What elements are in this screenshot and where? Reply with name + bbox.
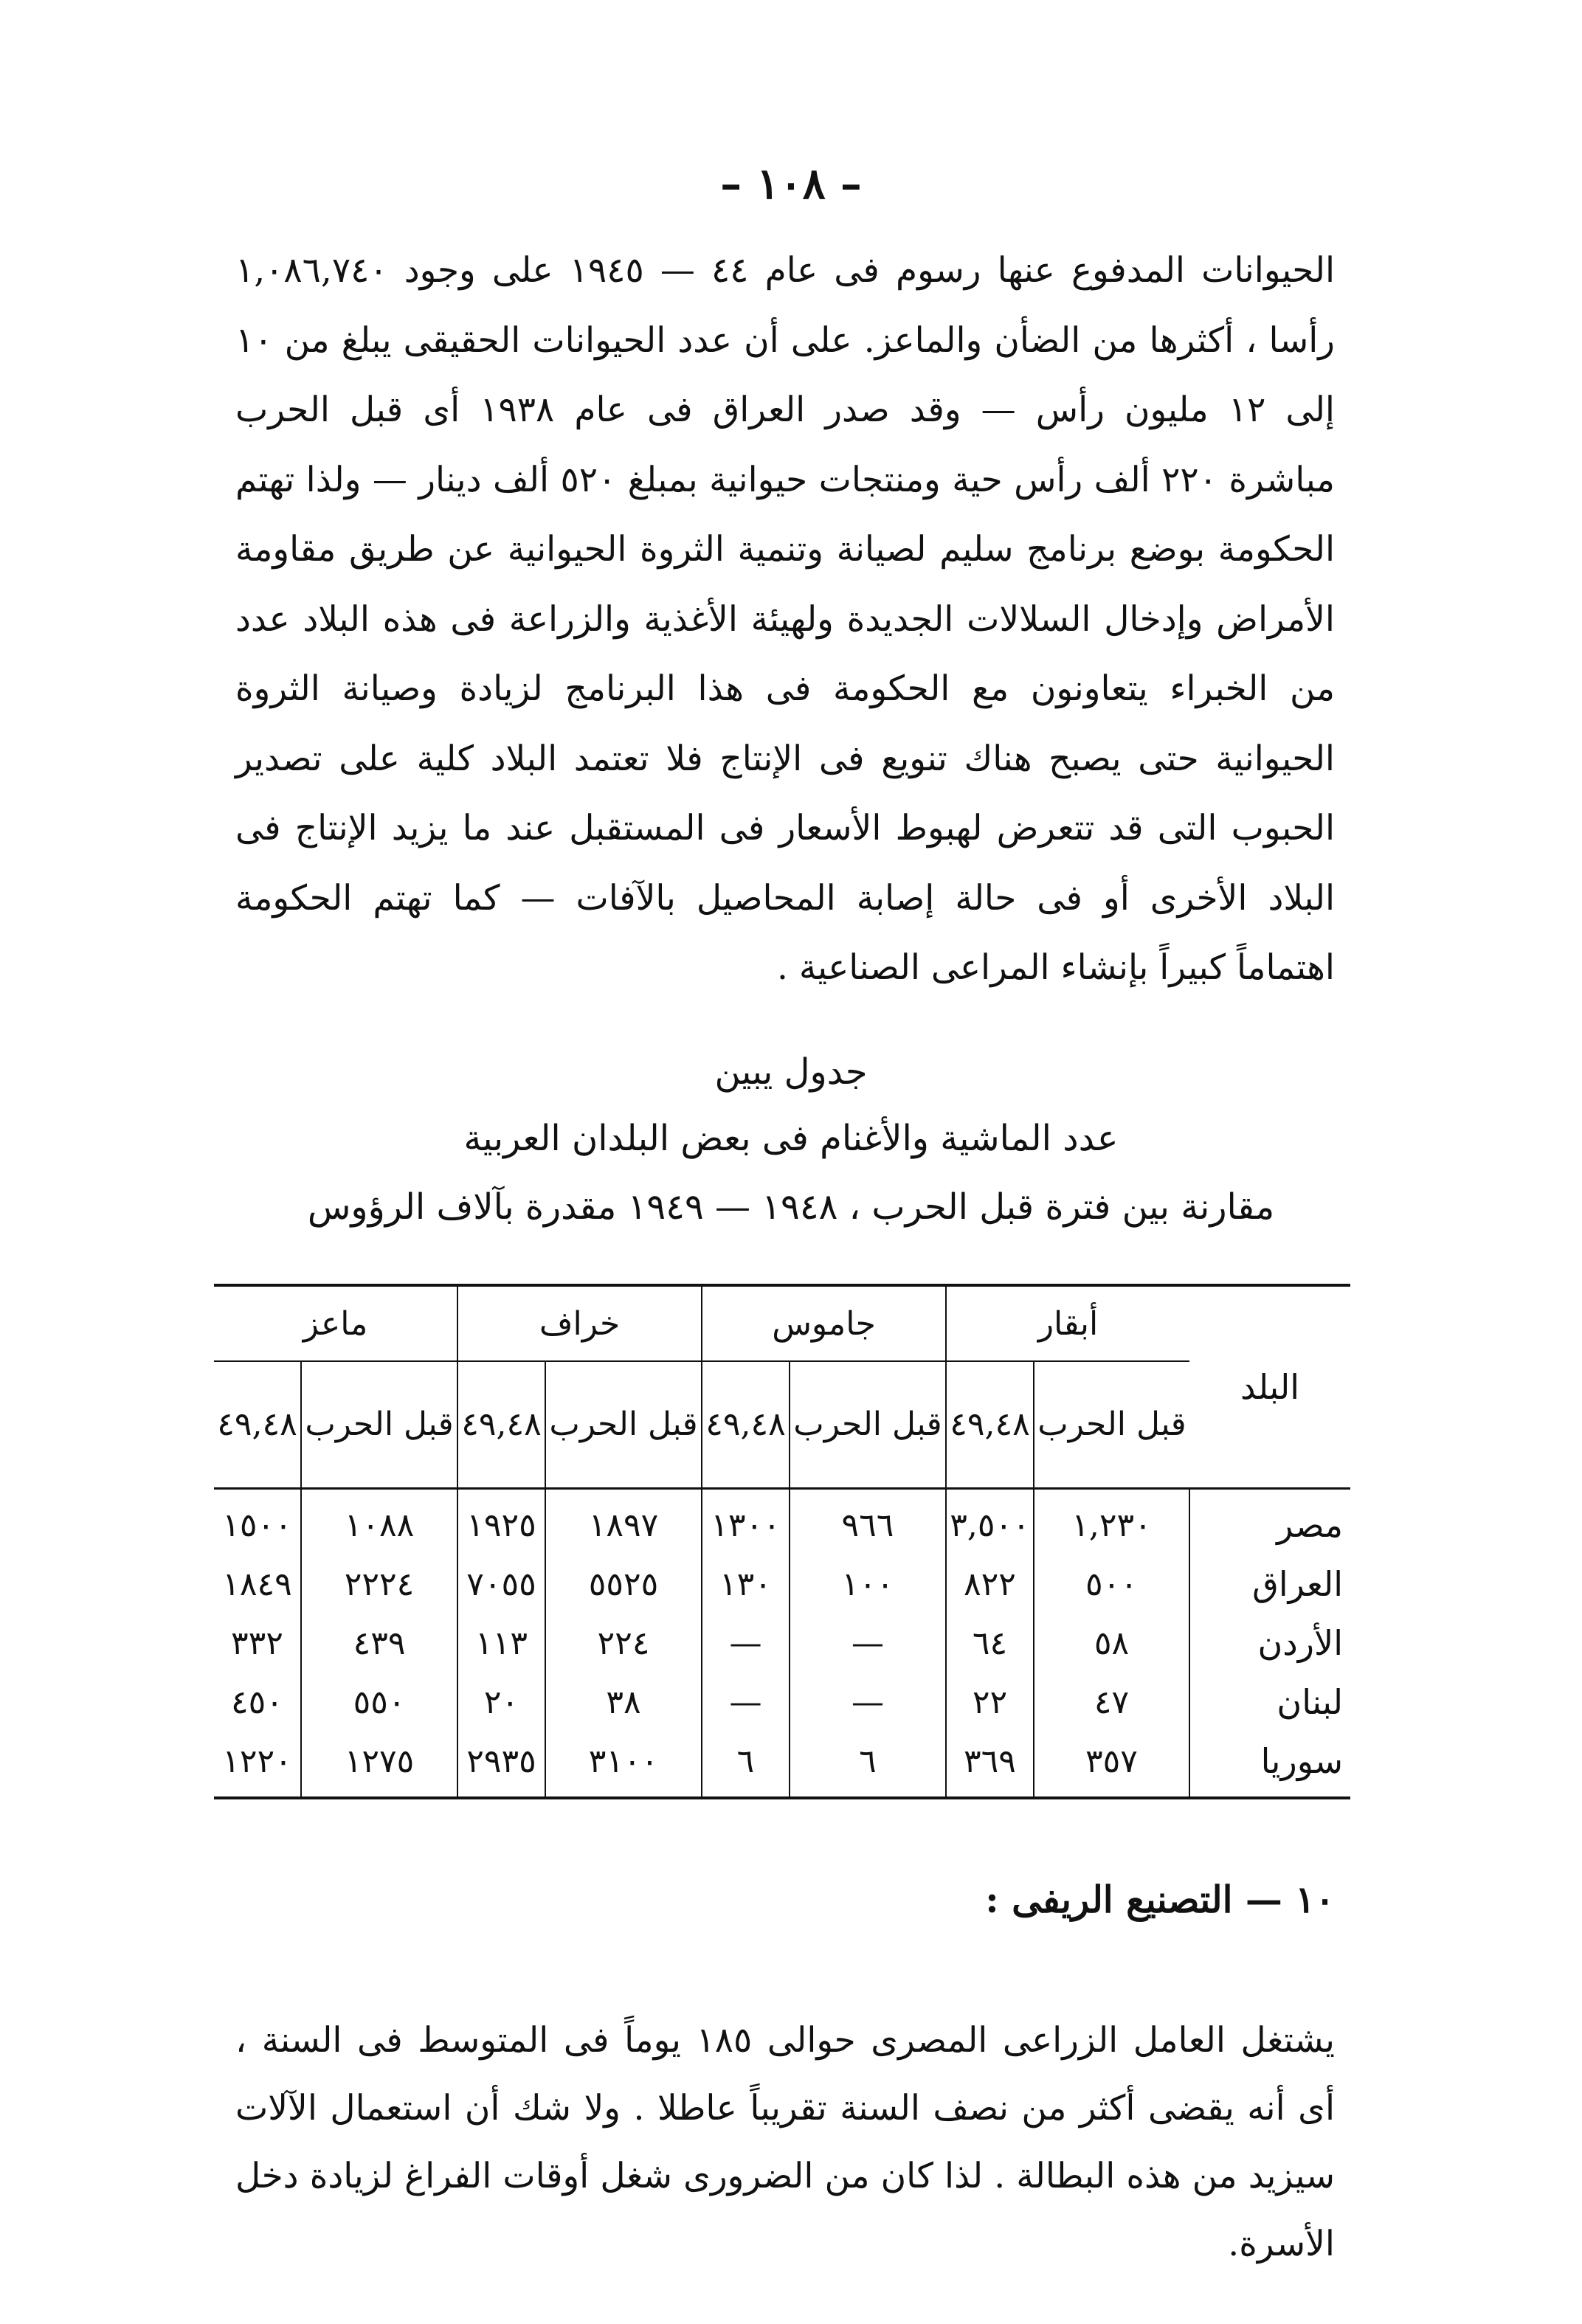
table-row <box>214 1614 1350 1673</box>
value-cell: ١٥٠٠ <box>222 1506 292 1544</box>
value-cell: ١٢٢٠ <box>222 1742 292 1780</box>
value-cell: — <box>702 1673 790 1732</box>
value-cell: ١٩٢٥ <box>457 1489 545 1555</box>
value-cell: ٧٠٥٥ <box>457 1554 545 1614</box>
value-cell: ٣٦٩ <box>946 1732 1034 1798</box>
value-cell: ٢٠ <box>457 1673 545 1732</box>
value-cell: ٨٢٢ <box>946 1554 1034 1614</box>
group-header-buffalo: جاموس <box>702 1285 946 1361</box>
page-number: – ١٠٨ – <box>720 159 862 209</box>
value-cell: ١٨٤٩ <box>222 1565 292 1603</box>
value-cell: ٦ <box>702 1732 790 1798</box>
table-row <box>214 1673 1350 1732</box>
value-cell: ٦٤ <box>946 1614 1034 1673</box>
value-cell: ١,٢٣٠ <box>1034 1489 1189 1555</box>
subheader-year: ٤٩,٤٨ <box>946 1361 1034 1489</box>
value-cell: ٢٢ <box>946 1673 1034 1732</box>
value-cell: ١٠٠ <box>790 1554 946 1614</box>
section-heading: ١٠ — التصنيع الريفى : <box>985 1878 1335 1921</box>
country-cell: لبنان <box>1189 1673 1350 1732</box>
subheader-before-war: قبل الحرب <box>790 1361 946 1489</box>
group-header-sheep: خراف <box>457 1285 702 1361</box>
value-cell: — <box>790 1614 946 1673</box>
value-cell: ٤٣٩ <box>301 1614 457 1673</box>
subheader-before-war: قبل الحرب <box>545 1361 702 1489</box>
value-cell: ٢٢٤ <box>545 1614 702 1673</box>
body-paragraph-closing: يشتغل العامل الزراعى المصرى حوالى ١٨٥ يوماً فى المتوسط فى السنة ، أى أنه يقضى أكثر من نصف السنة تقريباً عاطلا . ولا شك أن استعمال الآلات سيزيد من هذه البطالة . لذا كان من الضرورى شغل أوقات الفراغ لزيادة دخل الأسرة. <box>235 2020 1335 2264</box>
value-cell: — <box>702 1614 790 1673</box>
table-title-line1: جدول يبين <box>714 1051 868 1093</box>
table-row <box>214 1732 1350 1798</box>
value-cell: ٣٣٢ <box>231 1624 283 1662</box>
value-cell: ٣١٠٠ <box>545 1732 702 1798</box>
value-cell: ٣٨ <box>545 1673 702 1732</box>
table-row <box>214 1489 1350 1555</box>
table-title-line3: مقارنة بين فترة قبل الحرب ، ١٩٤٨ — ١٩٤٩ مقدرة بآلاف الرؤوس <box>307 1186 1275 1228</box>
table-title-line2: عدد الماشية والأغنام فى بعض البلدان العربية <box>463 1118 1119 1159</box>
table-row <box>214 1554 1350 1614</box>
body-paragraph-intro: الحيوانات المدفوع عنها رسوم فى عام ٤٤ — ١٩٤٥ على وجود ١,٠٨٦,٧٤٠ رأسا ، أكثرها من الضأن والماعز. على أن عدد الحيوانات الحقيقى يبلغ من ١٠ إلى ١٢ مليون رأس — وقد صدر العراق فى عام ١٩٣٨ أى قبل الحرب مباشرة ٢٢٠ ألف رأس حية ومنتجات حيوانية بمبلغ ٥٢٠ ألف دينار — ولذا تهتم الحكومة بوضع برنامج سليم لصيانة وتنمية الثروة الحيوانية عن طريق مقاومة الأمراض وإدخال السلالات الجديدة ولهيئة الأغذية والزراعة فى هذه البلاد عدد من الخبراء يتعاونون مع الحكومة فى هذا البرنامج لزيادة وصيانة الثروة الحيوانية حتى يصبح هناك تنويع فى الإنتاج فلا تعتمد البلاد كلية على تصدير الحبوب التى قد تتعرض لهبوط الأسعار فى المستقبل عند ما يزيد الإنتاج فى البلاد الأخرى أو فى حالة إصابة المحاصيل بالآفات — كما تهتم الحكومة اهتماماً كبيراً بإنشاء المراعى الصناعية . <box>235 250 1336 988</box>
subheader-before-war: قبل الحرب <box>301 1361 457 1489</box>
subheader-year: ٤٩,٤٨ <box>702 1361 790 1489</box>
value-cell: ١١٣ <box>457 1614 545 1673</box>
value-cell: ٤٥٠ <box>231 1683 283 1721</box>
livestock-table <box>214 1284 1350 1799</box>
subheader-before-war: قبل الحرب <box>1034 1361 1189 1489</box>
value-cell: ٥٨ <box>1034 1614 1189 1673</box>
value-cell: ١٠٨٨ <box>301 1489 457 1555</box>
value-cell: ٣٥٧ <box>1034 1732 1189 1798</box>
group-header-goats: ماعز <box>214 1285 457 1361</box>
value-cell: ٩٦٦ <box>790 1489 946 1555</box>
value-cell: ٢٢٢٤ <box>301 1554 457 1614</box>
group-header-cattle: أبقار <box>946 1285 1189 1361</box>
value-cell: ١٣٠٠ <box>702 1489 790 1555</box>
value-cell: ٦ <box>790 1732 946 1798</box>
value-cell: ١٨٩٧ <box>545 1489 702 1555</box>
value-cell: ١٢٧٥ <box>301 1732 457 1798</box>
country-cell: مصر <box>1189 1489 1350 1555</box>
value-cell: ٥٥٠ <box>301 1673 457 1732</box>
subheader-year: ٤٩,٤٨ <box>457 1361 545 1489</box>
country-cell: الأردن <box>1189 1614 1350 1673</box>
value-cell: ٥٥٢٥ <box>545 1554 702 1614</box>
value-cell: — <box>790 1673 946 1732</box>
subheader-year: ٤٩,٤٨ <box>214 1361 301 1489</box>
country-cell: العراق <box>1189 1554 1350 1614</box>
country-cell: سوريا <box>1189 1732 1350 1798</box>
value-cell: ٣,٥٠٠ <box>946 1489 1034 1555</box>
country-column-header: البلد <box>1189 1285 1350 1489</box>
value-cell: ١٣٠ <box>702 1554 790 1614</box>
value-cell: ٤٧ <box>1034 1673 1189 1732</box>
value-cell: ٢٩٣٥ <box>457 1732 545 1798</box>
value-cell: ٥٠٠ <box>1034 1554 1189 1614</box>
